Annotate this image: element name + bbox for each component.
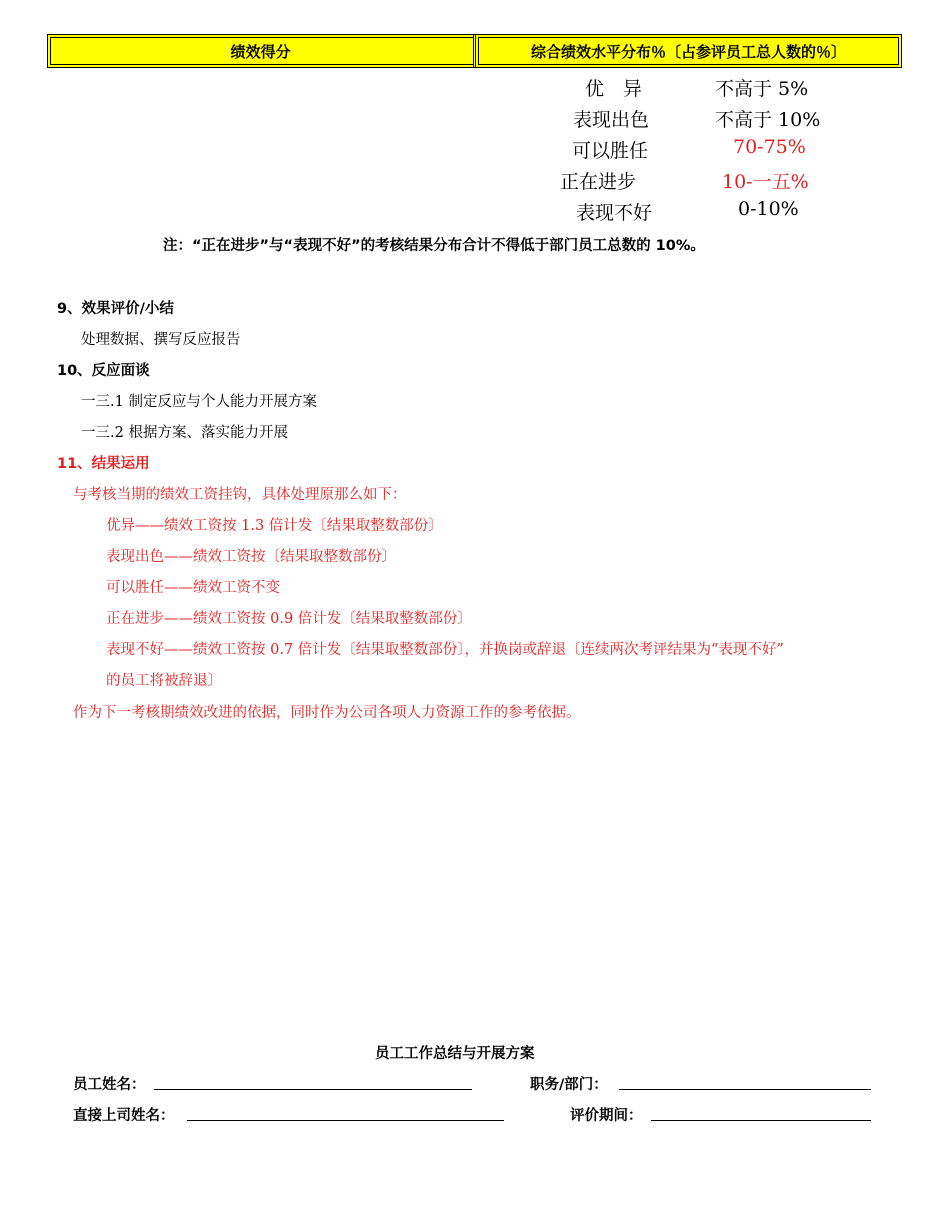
- position-dept-field[interactable]: [619, 1089, 871, 1090]
- dist-level-2: 表现出色: [573, 109, 650, 131]
- supervisor-name-field[interactable]: [187, 1120, 504, 1121]
- dist-value-1: 不高于 5%: [715, 78, 809, 100]
- score-table-header: [47, 34, 902, 68]
- review-period-field[interactable]: [651, 1120, 871, 1121]
- supervisor-name-label: 直接上司姓名：: [73, 1108, 175, 1124]
- position-dept-label: 职务/部门：: [530, 1077, 608, 1093]
- section-11-heading: 11、结果运用: [57, 456, 150, 472]
- section-11-item-4: 正在进步——绩效工资按 0.9 倍计发〔结果取整数部份〕: [106, 611, 472, 627]
- section-11-item-5: 表现不好——绩效工资按 0.7 倍计发〔结果取整数部份〕，并换岗或辞退〔连续两次考评结果为“表现不好”: [106, 642, 784, 658]
- section-11-closing: 作为下一考核期绩效改进的依据，同时作为公司各项人力资源工作的参考依据。: [73, 705, 581, 721]
- dist-level-4: 正在进步: [560, 171, 637, 193]
- dist-level-5: 表现不好: [576, 202, 653, 224]
- section-9-text: 处理数据、撰写反应报告: [81, 332, 241, 348]
- section-10-item-2: 一三.2 根据方案、落实能力开展: [81, 425, 288, 441]
- section-10-heading: 10、反应面谈: [57, 363, 150, 379]
- review-period-label: 评价期间：: [570, 1108, 643, 1124]
- header-score-cell: 绩效得分: [48, 35, 476, 67]
- header-distribution-cell: 综合绩效水平分布％〔占参评员工总人数的％〕: [476, 35, 901, 67]
- dist-value-3: 70-75%: [733, 136, 806, 158]
- section-11-item-3: 可以胜任——绩效工资不变: [106, 580, 280, 596]
- section-11-item-2: 表现出色——绩效工资按〔结果取整数部份〕: [106, 549, 396, 565]
- section-11-item-1: 优异——绩效工资按 1.3 倍计发〔结果取整数部份〕: [106, 518, 443, 534]
- employee-name-label: 员工姓名：: [73, 1077, 146, 1093]
- dist-level-3: 可以胜任: [572, 140, 649, 162]
- dist-value-5: 0-10%: [738, 198, 799, 220]
- dist-level-1: 优 异: [585, 78, 643, 100]
- section-11-intro: 与考核当期的绩效工资挂钩，具体处理原那么如下：: [73, 487, 407, 503]
- section-11-item-5-cont: 的员工将被辞退〕: [106, 673, 222, 689]
- section-10-item-1: 一三.1 制定反应与个人能力开展方案: [81, 394, 317, 410]
- distribution-note: 注：“正在进步”与“表现不好”的考核结果分布合计不得低于部门员工总数的 10%。: [163, 238, 705, 254]
- employee-name-field[interactable]: [154, 1089, 472, 1090]
- form-title: 员工工作总结与开展方案: [375, 1046, 535, 1062]
- dist-value-4: 10-一五%: [722, 171, 809, 193]
- dist-value-2: 不高于 10%: [715, 109, 821, 131]
- section-9-heading: 9、效果评价/小结: [57, 301, 174, 317]
